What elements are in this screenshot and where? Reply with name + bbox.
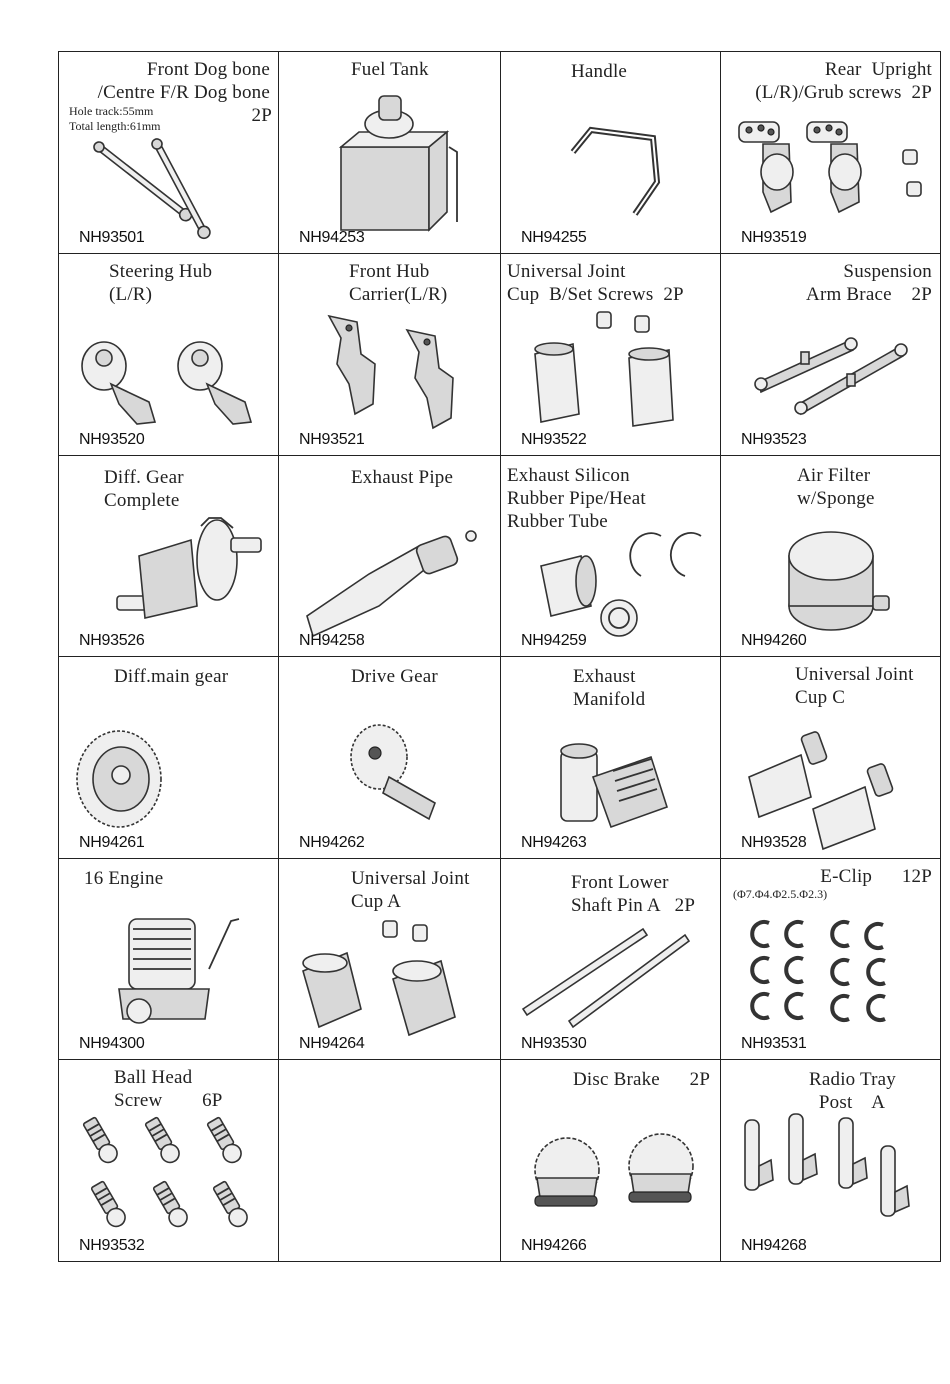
part-cell — [501, 859, 721, 1060]
part-number: NH94260 — [741, 632, 807, 649]
part-number: NH93532 — [79, 1237, 145, 1254]
part-cell — [721, 1060, 940, 1261]
part-cell — [721, 456, 940, 657]
part-cell — [721, 657, 940, 859]
part-number: NH94253 — [299, 229, 365, 246]
part-cell — [279, 657, 501, 859]
part-cell — [59, 254, 279, 456]
part-number: NH93522 — [521, 431, 587, 448]
part-note: Hole track:55mm Total length:61mm — [69, 104, 161, 133]
part-number: NH94264 — [299, 1035, 365, 1052]
part-title: Rear Upright (L/R)/Grub screws 2P — [755, 59, 932, 103]
part-number: NH93520 — [79, 431, 145, 448]
part-cell — [279, 456, 501, 657]
part-title: Fuel Tank — [351, 59, 429, 80]
part-cell — [501, 52, 721, 254]
part-cell — [501, 1060, 721, 1261]
part-number: NH94255 — [521, 229, 587, 246]
part-title: Drive Gear — [351, 666, 438, 687]
part-cell — [721, 52, 940, 254]
part-title: Diff. Gear Complete — [104, 467, 184, 511]
part-title: Front Dog bone /Centre F/R Dog bone — [97, 59, 270, 103]
part-number: NH93523 — [741, 431, 807, 448]
part-cell — [279, 859, 501, 1060]
part-title: Disc Brake 2P — [573, 1069, 711, 1090]
part-cell — [59, 657, 279, 859]
part-title: Universal Joint Cup B/Set Screws 2P — [507, 261, 684, 305]
part-number: NH94263 — [521, 834, 587, 851]
part-title: E-Clip 12P — [820, 866, 932, 887]
part-title: Front Lower Shaft Pin A 2P — [571, 872, 696, 916]
part-cell — [279, 52, 501, 254]
part-title: Universal Joint Cup C — [795, 664, 914, 708]
parts-grid — [58, 51, 941, 1262]
part-title: Diff.main gear — [114, 666, 229, 687]
part-cell — [59, 1060, 279, 1261]
part-title: Handle — [571, 61, 628, 82]
part-title: Steering Hub (L/R) — [109, 261, 213, 305]
part-title: Radio Tray Post A — [809, 1069, 896, 1113]
part-title: Air Filter w/Sponge — [797, 465, 875, 509]
part-number: NH94261 — [79, 834, 145, 851]
part-number: NH93521 — [299, 431, 365, 448]
part-quantity: 2P — [251, 105, 272, 126]
part-title: Suspension Arm Brace 2P — [806, 261, 932, 305]
part-cell — [59, 456, 279, 657]
part-cell — [279, 1060, 501, 1261]
part-title: Exhaust Manifold — [573, 666, 646, 710]
part-number: NH94268 — [741, 1237, 807, 1254]
part-cell — [721, 254, 940, 456]
part-title: Exhaust Pipe — [351, 467, 454, 488]
part-cell — [501, 456, 721, 657]
part-title: Front Hub Carrier(L/R) — [349, 261, 448, 305]
part-cell — [501, 254, 721, 456]
part-cell — [721, 859, 940, 1060]
part-cell — [59, 52, 279, 254]
part-number: NH93530 — [521, 1035, 587, 1052]
part-number: NH94300 — [79, 1035, 145, 1052]
part-cell — [279, 254, 501, 456]
part-cell — [501, 657, 721, 859]
part-number: NH94259 — [521, 632, 587, 649]
part-number: NH93526 — [79, 632, 145, 649]
part-number: NH94262 — [299, 834, 365, 851]
part-title: Universal Joint Cup A — [351, 868, 470, 912]
part-number: NH93519 — [741, 229, 807, 246]
part-title: 16 Engine — [84, 868, 164, 889]
fuel-tank-icon — [279, 52, 499, 254]
part-title: Exhaust Silicon Rubber Pipe/Heat Rubber Tube — [507, 465, 646, 532]
part-number: NH93531 — [741, 1035, 807, 1052]
part-note: (Φ7.Φ4.Φ2.5.Φ2.3) — [733, 887, 828, 901]
part-number: NH94258 — [299, 632, 365, 649]
part-title: Ball Head Screw 6P — [114, 1067, 223, 1111]
part-number: NH93528 — [741, 834, 807, 851]
part-cell — [59, 859, 279, 1060]
part-number: NH94266 — [521, 1237, 587, 1254]
part-number: NH93501 — [79, 229, 145, 246]
